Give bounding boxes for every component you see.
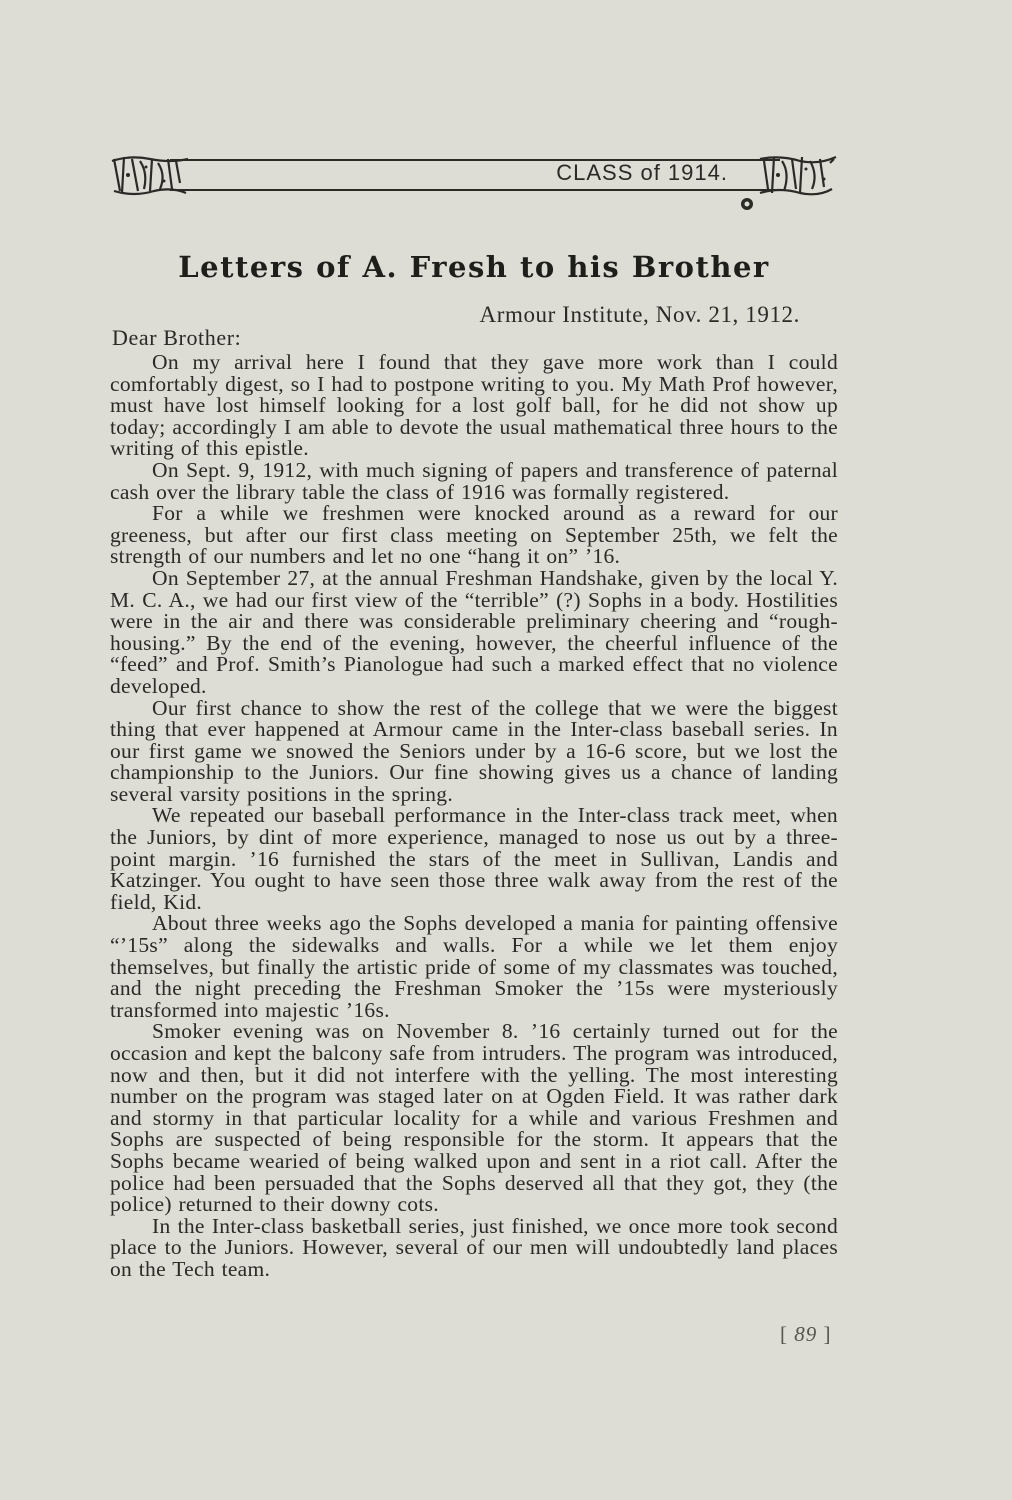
paragraph: We repeated our baseball performance in the Inter-class track meet, when the Juniors, by dint of more experience, managed to nose us out by a three-point margin. ’16 furnished the stars of the meet in Sullivan, Landis and Katzinger. You ought to have seen those three walk away from the rest of the field, Kid. bbox=[110, 803, 838, 914]
paragraph: On Sept. 9, 1912, with much signing of papers and transference of paternal cash over the library table the class of 1916 was formally registered. bbox=[110, 457, 838, 504]
banner-ornament-right-icon bbox=[758, 153, 838, 197]
salutation: Dear Brother: bbox=[112, 325, 242, 350]
ornament-mark-icon bbox=[740, 197, 754, 211]
paragraph: In the Inter-class basketball series, just finished, we once more took second place to the Juniors. However, several of our men will undoubtedly land places on the Tech team. bbox=[110, 1213, 838, 1281]
page-number bbox=[780, 1322, 832, 1347]
paragraph: Our first chance to show the rest of the college that we were the biggest thing that ever happened at Armour came in the Inter-class baseball series. In our first game we snowed the Seniors under by a 16-6 score, but we lost the championship to the Juniors. Our fine showing gives us a chance of landing several varsity positions in the spring. bbox=[110, 695, 838, 806]
page-title: Letters of A. Fresh to his Brother bbox=[178, 250, 770, 284]
banner-title: CLASS of 1914. bbox=[556, 160, 728, 185]
letter-body bbox=[110, 352, 838, 1281]
page-number-value: 89 bbox=[794, 1322, 818, 1346]
paragraph: Smoker evening was on November 8. ’16 certainly turned out for the occasion and kept the balcony safe from intruders. The program was introduced, now and then, but it did not interfere with the yelling. The most interesting number on the program was staged later on at Ogden Field. It was rather dark and stormy in that particular locality for a while and various Freshmen and Sophs are suspected of being responsible for the storm. It appears that the Sophs became wearied of being walked upon and sent in a riot call. After the police had been persuaded that the Sophs deserved all that they got, they (the police) returned to their downy cots. bbox=[110, 1019, 838, 1217]
paragraph: On September 27, at the annual Freshman Handshake, given by the local Y. M. C. A., we had our first view of the “terrible” (?) Sophs in a body. Hostilities were in the air and there was considerable preliminary cheering and “rough-housing.” By the end of the evening, however, the cheerful influence of the “feed” and Prof. Smith’s Pianologue had such a marked effect that no violence developed. bbox=[110, 565, 838, 698]
page-number-close: ] bbox=[823, 1322, 832, 1346]
dateline: Armour Institute, Nov. 21, 1912. bbox=[479, 302, 800, 327]
paragraph: About three weeks ago the Sophs developed a mania for painting offensive “’15s” along the sidewalks and walls. For a while we let them enjoy themselves, but finally the artistic pride of some of my classmates was touched, and the night preceding the Freshman Smoker the ’15s were mysteriously transformed into majestic ’16s. bbox=[110, 911, 838, 1022]
paragraph: For a while we freshmen were knocked around as a reward for our greeness, but after our first class meeting on September 25th, we felt the strength of our numbers and let no one “hang it on” ’16. bbox=[110, 501, 838, 569]
page-number-open: [ bbox=[780, 1322, 788, 1346]
paragraph: On my arrival here I found that they gave more work than I could comfortably digest, so I had to postpone writing to you. My Math Prof however, must have lost himself looking for a lost golf ball, for he did not show up today; accordingly I am able to devote the usual mathematical three hours to the writing of this epistle. bbox=[110, 350, 838, 461]
class-banner bbox=[110, 153, 838, 197]
